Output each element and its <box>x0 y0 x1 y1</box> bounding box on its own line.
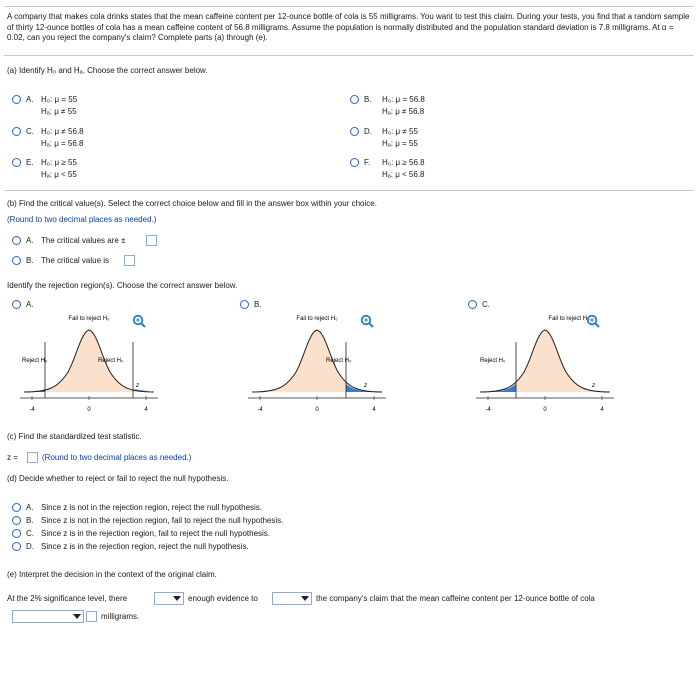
critical-value-input[interactable] <box>124 255 135 266</box>
z-equals-label: z = <box>7 453 18 462</box>
ha-text: Hₐ: μ < 55 <box>41 170 77 179</box>
chevron-down-icon <box>173 596 181 601</box>
option-letter: A. <box>26 236 34 245</box>
reject-right-label: Reject H₀ <box>98 358 124 364</box>
option-letter: C. <box>482 300 490 309</box>
sentence-part-4: milligrams. <box>101 612 140 621</box>
magnifier-icon[interactable] <box>586 314 600 328</box>
part-a-divider <box>4 190 694 191</box>
option-letter: B. <box>254 300 262 309</box>
h0-text: H₀: μ = 55 <box>41 95 78 104</box>
h0-text: H₀: μ ≥ 55 <box>41 158 77 167</box>
z-statistic-input[interactable] <box>27 452 38 463</box>
h0-text: H₀: μ ≠ 55 <box>382 127 418 136</box>
evidence-dropdown[interactable] <box>154 592 184 605</box>
tick-label: 0 <box>87 407 91 413</box>
radio-b-b[interactable] <box>12 256 21 265</box>
option-text: Since z is in the rejection region, reject the null hypothesis. <box>41 542 249 551</box>
radio-e[interactable] <box>12 158 21 167</box>
tick-label: -4 <box>257 407 263 413</box>
ha-text: Hₐ: μ = 55 <box>382 139 418 148</box>
magnifier-icon[interactable] <box>132 314 146 328</box>
h0-text: H₀: μ ≥ 56.8 <box>382 158 425 167</box>
option-text: The critical value is <box>41 256 110 265</box>
rejection-region-prompt: Identify the rejection region(s). Choose the correct answer below. <box>7 281 238 290</box>
ha-text: Hₐ: μ < 56.8 <box>382 170 425 179</box>
reject-left-label: Reject H₀ <box>480 358 506 364</box>
fail-to-reject-label: Fail to reject H₀ <box>68 316 110 322</box>
tick-label: -4 <box>29 407 35 413</box>
magnifier-icon[interactable] <box>360 314 374 328</box>
radio-f[interactable] <box>350 158 359 167</box>
option-letter: B. <box>364 95 372 104</box>
radio-d-a[interactable] <box>12 503 21 512</box>
part-e-prompt: (e) Interpret the decision in the context of the original claim. <box>7 570 217 579</box>
fail-to-reject-label: Fail to reject H₀ <box>548 316 590 322</box>
tick-label: 0 <box>543 407 547 413</box>
tick-label: 4 <box>372 407 376 413</box>
sentence-part-2: enough evidence to <box>188 594 258 603</box>
radio-graph-b[interactable] <box>240 300 249 309</box>
radio-d-c[interactable] <box>12 529 21 538</box>
claim-value-input[interactable] <box>86 611 97 622</box>
option-letter: C. <box>26 529 34 538</box>
tick-label: 4 <box>144 407 148 413</box>
h0-text: H₀: μ = 56.8 <box>382 95 425 104</box>
sentence-part-3: the company's claim that the mean caffeine content per 12-ounce bottle of cola <box>316 594 595 603</box>
problem-statement: A company that makes cola drinks states that the mean caffeine content per 12-ounce bottle of cola is 55 milligrams. You want to test this claim. During your tests, you find that a random sample of thirty 12-ounce bottles of cola has a mean caffeine content of 56.8 milligrams. Assume the population is normally distributed and the population standard deviation is 7.8 milligrams. At α = 0.02, can you reject the company's claim? Complete parts (a) through (e). <box>7 12 690 42</box>
intro-divider <box>4 55 694 56</box>
option-letter: F. <box>364 158 371 167</box>
option-letter: C. <box>26 127 34 136</box>
comparison-dropdown[interactable] <box>12 610 84 623</box>
critical-values-input[interactable] <box>146 235 157 246</box>
option-letter: D. <box>364 127 372 136</box>
part-d-prompt: (d) Decide whether to reject or fail to reject the null hypothesis. <box>7 474 229 483</box>
z-axis-label: z <box>136 383 139 389</box>
part-c-prompt: (c) Find the standardized test statistic. <box>7 432 142 441</box>
radio-d-b[interactable] <box>12 516 21 525</box>
h0-text: H₀: μ ≠ 56.8 <box>41 127 84 136</box>
graph-b <box>246 312 388 420</box>
z-axis-label: z <box>364 383 367 389</box>
radio-b[interactable] <box>350 95 359 104</box>
reject-right-label: Reject H₀ <box>326 358 352 364</box>
graph-c <box>474 312 616 420</box>
option-letter: A. <box>26 95 34 104</box>
option-letter: B. <box>26 516 34 525</box>
option-letter: B. <box>26 256 34 265</box>
radio-graph-c[interactable] <box>468 300 477 309</box>
option-text: Since z is in the rejection region, fail to reject the null hypothesis. <box>41 529 271 538</box>
top-divider <box>4 6 694 7</box>
option-text: The critical values are ± <box>41 236 126 245</box>
tick-label: -4 <box>485 407 491 413</box>
option-letter: D. <box>26 542 34 551</box>
part-a-prompt: (a) Identify H₀ and Hₐ. Choose the correct answer below. <box>7 66 208 75</box>
action-dropdown[interactable] <box>272 592 312 605</box>
z-axis-label: z <box>592 383 595 389</box>
radio-a[interactable] <box>12 95 21 104</box>
part-b-prompt: (b) Find the critical value(s). Select the correct choice below and fill in the answer box within your choice. <box>7 199 377 208</box>
part-b-note: (Round to two decimal places as needed.) <box>7 215 157 224</box>
sentence-part-1: At the 2% significance level, there <box>7 594 128 603</box>
radio-c[interactable] <box>12 127 21 136</box>
option-letter: E. <box>26 158 34 167</box>
chevron-down-icon <box>301 596 309 601</box>
option-text: Since z is not in the rejection region, reject the null hypothesis. <box>41 503 263 512</box>
ha-text: Hₐ: μ ≠ 56.8 <box>382 107 425 116</box>
option-text: Since z is not in the rejection region, fail to reject the null hypothesis. <box>41 516 284 525</box>
fail-to-reject-label: Fail to reject H₀ <box>296 316 338 322</box>
graph-a <box>18 312 160 420</box>
option-letter: A. <box>26 503 34 512</box>
radio-b-a[interactable] <box>12 236 21 245</box>
option-letter: A. <box>26 300 34 309</box>
chevron-down-icon <box>73 614 81 619</box>
tick-label: 4 <box>600 407 604 413</box>
radio-d-d[interactable] <box>12 542 21 551</box>
radio-graph-a[interactable] <box>12 300 21 309</box>
ha-text: Hₐ: μ = 56.8 <box>41 139 84 148</box>
part-c-note: (Round to two decimal places as needed.) <box>42 453 192 462</box>
radio-d[interactable] <box>350 127 359 136</box>
reject-left-label: Reject H₀ <box>22 358 48 364</box>
tick-label: 0 <box>315 407 319 413</box>
ha-text: Hₐ: μ ≠ 55 <box>41 107 77 116</box>
